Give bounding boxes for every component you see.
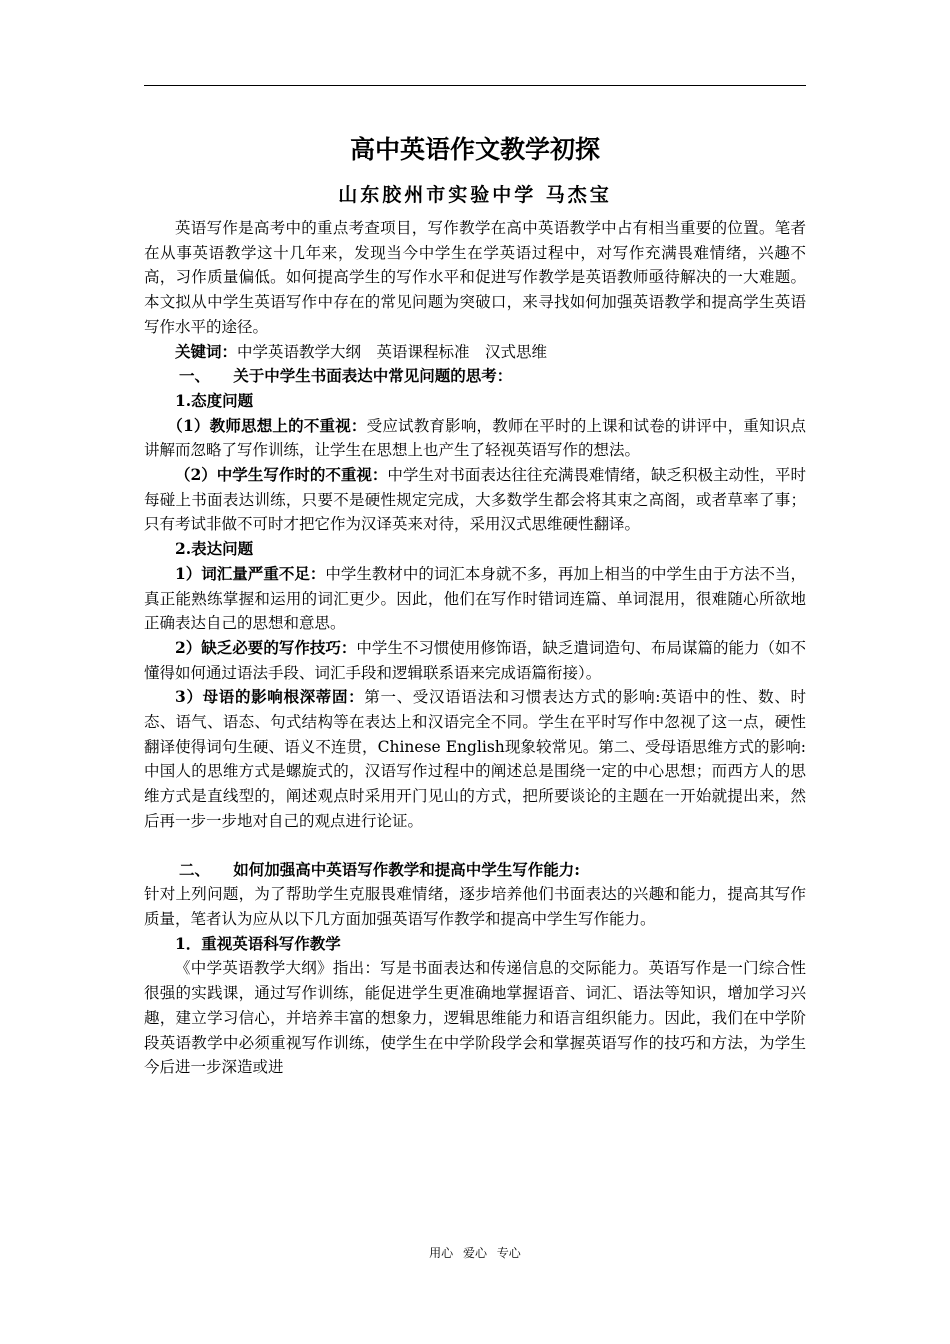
paragraph-text: 中学生对书面表达往往充满畏难情绪，缺乏积极主动性，平时每碰上书面表达训练，只要不是硬性规定完成，大多数学生都会将其束之高阁，或者草率了事；只有考试非做不可时才把它作为汉译英来对待，采用汉式思维硬性翻译。 <box>144 466 806 534</box>
page-footer: 用心 爱心 专心 <box>429 1246 521 1260</box>
paragraph-writing-skills <box>144 636 806 685</box>
keywords-text: 中学英语教学大纲 英语课程标准 汉式思维 <box>237 342 548 361</box>
paragraph-teacher-attitude <box>144 414 806 463</box>
section-1-sub-1: 1.态度问题 <box>175 390 254 410</box>
paragraph-mother-tongue <box>144 685 806 833</box>
intro-paragraph: 英语写作是高考中的重点考查项目，写作教学在高中英语教学中占有相当重要的位置。笔者在从事英语教学这十几年来，发现当今中学生在学英语过程中，对写作充满畏难情绪，兴趣不高，习作质量偏低。如何提高学生的写作水平和促进写作教学是英语教师亟待解决的一大难题。本文拟从中学生英语写作中存在的常见问题为突破口，来寻找如何加强英语教学和提高学生英语写作水平的途径。 <box>144 219 806 336</box>
paragraph-syllabus: 《中学英语教学大纲》指出：写是书面表达和传递信息的交际能力。英语写作是一门综合性很强的实践课，通过写作训练，能促进学生更准确地掌握语音、词汇、语法等知识，增加学习兴趣，建立学习信心，并培养丰富的想象力，逻辑思维能力和语言组织能力。因此，我们在中学阶段英语教学中必须重视写作训练，使学生在中学阶段学会和掌握英语写作的技巧和方法，为学生今后进一步深造或进 <box>144 959 806 1077</box>
paragraph-bold-lead: 2）缺乏必要的写作技巧： <box>175 637 357 657</box>
paragraph-section-2-intro: 针对上列问题，为了帮助学生克服畏难情绪，逐步培养他们书面表达的兴趣和能力，提高其写作质量，笔者认为应从以下几方面加强英语写作教学和提高中学生写作能力。 <box>144 885 806 928</box>
document-body <box>144 128 806 1080</box>
keywords-label: 关键词： <box>175 341 238 361</box>
document-title: 高中英语作文教学初探 <box>349 135 600 164</box>
paragraph-text: 受应试教育影响，教师在平时的上课和试卷的讲评中，重知识点讲解而忽略了写作训练，让学生在思想上也产生了轻视英语写作的想法。 <box>144 416 806 460</box>
section-1-heading: 一、 关于中学生书面表达中常见问题的思考： <box>179 366 513 386</box>
paragraph-bold-lead: 1）词汇量严重不足： <box>175 563 326 583</box>
paragraph-text: 中学生教材中的词汇本身就不多，再加上相当的中学生由于方法不当，真正能熟练掌握和运用的词汇更少。因此，他们在写作时错词连篇、单词混用，很难随心所欲地正确表达自己的思想和意思。 <box>144 564 806 633</box>
paragraph-vocabulary <box>144 562 806 636</box>
section-1-sub-2: 2.表达问题 <box>175 539 254 559</box>
section-2-heading: 二、 如何加强高中英语写作教学和提高中学生写作能力: <box>179 859 580 879</box>
header-rule <box>144 85 806 86</box>
paragraph-bold-lead: 3）母语的影响根深蒂固： <box>175 687 365 707</box>
section-2-sub-1: 1．重视英语科写作教学 <box>175 933 341 953</box>
paragraph-bold-lead: （1）教师思想上的不重视： <box>167 415 367 435</box>
paragraph-bold-lead: （2）中学生写作时的不重视： <box>175 465 388 485</box>
keywords-line <box>144 340 806 365</box>
section-gap <box>144 834 806 858</box>
paragraph-text: 第一、受汉语语法和习惯表达方式的影响:英语中的性、数、时态、语气、语态、句式结构等在表达上和汉语完全不同。学生在平时写作中忽视了这一点，硬性翻译使得词句生硬、语义不连贯，Chinese English现象较常见。第二、受母语思维方式的影响:中国人的思维方式是螺旋式的，汉语写作过程中的阐述总是围绕一定的中心思想；而西方人的思维方式是直线型的，阐述观点时采用开门见山的方式，把所要谈论的主题在一开始就提出来，然后再一步一步地对自己的观点进行论证。 <box>144 688 806 830</box>
paragraph-student-attitude <box>144 463 806 537</box>
paragraph-text: 中学生不习惯使用修饰语，缺乏遣词造句、布局谋篇的能力（如不懂得如何通过语法手段、词汇手段和逻辑联系语来完成语篇衔接）。 <box>144 638 806 682</box>
document-author: 山东胶州市实验中学 马杰宝 <box>338 184 612 206</box>
